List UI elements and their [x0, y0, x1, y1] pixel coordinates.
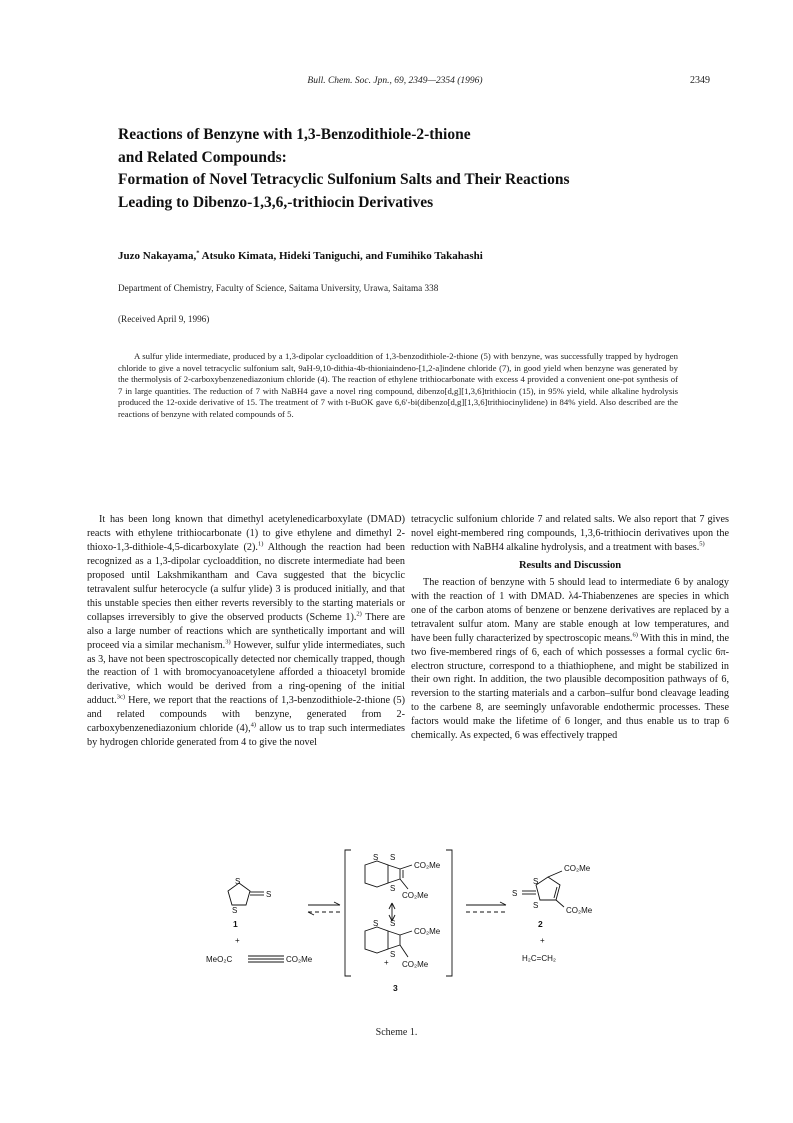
scheme-1-figure	[190, 843, 610, 1028]
text-run: With this in mind, the two five-membered rings of 6, each of which possesses a formal cyclic 6π-electron structure, correspond to a thiathiophene, and might be stabilized in their own right. In addition, the two plausible decomposition pathways of 6, reversion to the starting materials and a carbon–sulfur bond cleavage leading to the carbene 8, are seemingly unfavorable endothermic processes. These factors would make the lifetime of 6 longer, and thus enable us to trap 6 chemically. As expected, 6 was effectively trapped	[411, 632, 729, 742]
reference-mark: 3c)	[116, 694, 126, 701]
ester-label: CO₂Me	[564, 864, 591, 873]
compound-label-1: 1	[233, 919, 238, 929]
plus-sign: +	[540, 936, 545, 945]
running-head: Bull. Chem. Soc. Jpn., 69, 2349—2354 (1996)	[307, 76, 483, 86]
sulfur-label: S	[373, 853, 379, 862]
title-line-1: Reactions of Benzyne with 1,3-Benzodithiole-2-thione	[118, 126, 471, 143]
text-run: The reaction of benzyne with 5 should lead to intermediate 6 by analogy with the reaction of 1 with DMAD. λ4-Thiabenzenes are species in which one of the carbon atoms of benzene or benzene derivatives are replaced by a tetravalent sulfur atom. Many are stable enough at low temperatures, and have been fully characterized by spectroscopic means.	[411, 576, 729, 644]
paragraph-intro	[87, 513, 405, 750]
title-line-4: Leading to Dibenzo-1,3,6,-trithiocin Derivatives	[118, 193, 434, 211]
dmad-ester-right: CO₂Me	[286, 955, 313, 964]
paragraph-results	[411, 576, 729, 743]
text-run: tetracyclic sulfonium chloride 7 and related salts. We also report that 7 gives novel eight-membered ring compounds, 1,3,6-trithiocin derivatives upon the reduction with NaBH4 alkaline hydrolysis, and a treatment with bases.	[411, 514, 729, 553]
sulfur-label: S	[390, 919, 396, 928]
reference-mark: 1)	[257, 540, 264, 548]
ester-label: CO₂Me	[402, 960, 429, 969]
sulfur-label: S	[390, 884, 396, 893]
section-heading: Results and Discussion	[518, 559, 622, 571]
affiliation: Department of Chemistry, Faculty of Science, Saitama University, Urawa, Saitama 338	[118, 283, 439, 293]
text-run: Although the reaction had been recognized as a 1,3-dipolar cycloaddition, no discrete intermediate had been proposed until Lakshmikantham and Cava suggested that the bicyclic tetravalent sulfur heterocycle (a sulfur ylide) 3 is produced initially, and that this unstable species then either reverts reversibly to the starting materials or collapses irreversibly to give the observed products (Scheme 1).	[87, 541, 405, 623]
page-number: 2349	[690, 75, 710, 86]
sulfur-label: S	[232, 906, 238, 915]
compound-label-3: 3	[393, 983, 398, 993]
sulfur-label: S	[235, 877, 241, 886]
received-date: (Received April 9, 1996)	[118, 314, 210, 324]
dmad-ester-left: MeO₂C	[206, 955, 233, 964]
plus-sign: +	[235, 936, 240, 945]
sulfur-label: S	[373, 919, 379, 928]
text-run: There are also a large number of reactions which are synthetically important and will proceed via a similar mechanism.	[87, 611, 405, 651]
title-line-2: and Related Compounds:	[118, 148, 287, 166]
text-run: It has been long known that dimethyl acetylenedicarboxylate (DMAD) reacts with ethylene trithiocarbonate (1) to give ethylene and dimethyl 2-thioxo-1,3-dithiole-4,5-dicarboxylate (2).	[87, 514, 405, 553]
sulfur-label: S	[390, 950, 396, 959]
sulfur-label: S	[533, 877, 539, 886]
corresponding-mark: *	[196, 249, 200, 257]
body-column-left	[87, 513, 405, 750]
author-first: Juzo Nakayama,	[118, 250, 197, 262]
title-line-3: Formation of Novel Tetracyclic Sulfonium Salts and Their Reactions	[118, 171, 570, 188]
text-run: Here, we report that the reactions of 1,3-benzodithiole-2-thione (5) and related compounds with benzyne, generated from 2-carboxybenzenediazonium chloride (4),	[87, 695, 405, 735]
reference-mark: 4)	[250, 721, 257, 729]
ester-label: CO₂Me	[414, 861, 441, 870]
compound-label-2: 2	[538, 919, 543, 929]
paragraph-continued	[411, 513, 729, 555]
text-run: allow us to trap such intermediates by hydrogen chloride generated from 4 to give the novel	[87, 723, 405, 749]
ester-label: CO₂Me	[402, 891, 429, 900]
author-rest: Atsuko Kimata, Hideki Taniguchi, and Fumihiko Takahashi	[199, 250, 483, 262]
body-column-right	[411, 513, 729, 743]
reference-mark: 2)	[356, 610, 362, 618]
sulfur-label: S	[512, 889, 518, 898]
ethylene-label: H₂C=CH₂	[522, 954, 556, 963]
article-title	[118, 124, 678, 214]
ester-label: CO₂Me	[566, 906, 593, 915]
sulfur-label: S	[533, 901, 539, 910]
abstract: A sulfur ylide intermediate, produced by a 1,3-dipolar cycloaddition of 1,3-benzodithiole-2-thione (5) with benzyne, was successfully trapped by hydrogen chloride to give a novel tetracyclic sulfonium salt, 9aH-9,10-dithia-4b-thioniaindeno-[1,2-a]indene chloride (7), in good yield when benzyne was generated by the thermolysis of 2-carboxybenzenediazonium chloride (4). The reaction of ethylene trithiocarbonate with excess 4 provided a convenient one-pot synthesis of 7 in large quantities. The reduction of 7 with NaBH4 gave a novel ring compound, dibenzo[d,g][1,3,6]trithiocin (15), in 95% yield, while alkaline hydrolysis produced the 12-oxide derivative of 15. The treatment of 7 with t-BuOK gave 6,6′-bi(dibenzo[d,g][1,3,6]trithiocinylidene) in 84% yield. Also described are the reactions of benzyne with related compounds of 5.	[118, 351, 678, 419]
reference-mark: 6)	[632, 631, 638, 639]
sulfur-label: S	[390, 853, 396, 862]
text-run: However, sulfur ylide intermediates, such as 3, have not been spectroscopically detected nor chemically trapped, though the reaction of 1 with bromocyanoacetylene afforded a thioacetyl bromide derivative, which would be derived from a ring-opening of the initial adduct.	[87, 639, 405, 707]
reference-mark: 3)	[225, 638, 231, 646]
reference-mark: 5)	[699, 540, 705, 548]
plus-sign: +	[384, 958, 389, 967]
scheme-caption: Scheme 1.	[375, 1027, 418, 1038]
ester-label: CO₂Me	[414, 927, 441, 936]
sulfur-label: S	[266, 890, 272, 899]
author-list	[118, 250, 678, 262]
